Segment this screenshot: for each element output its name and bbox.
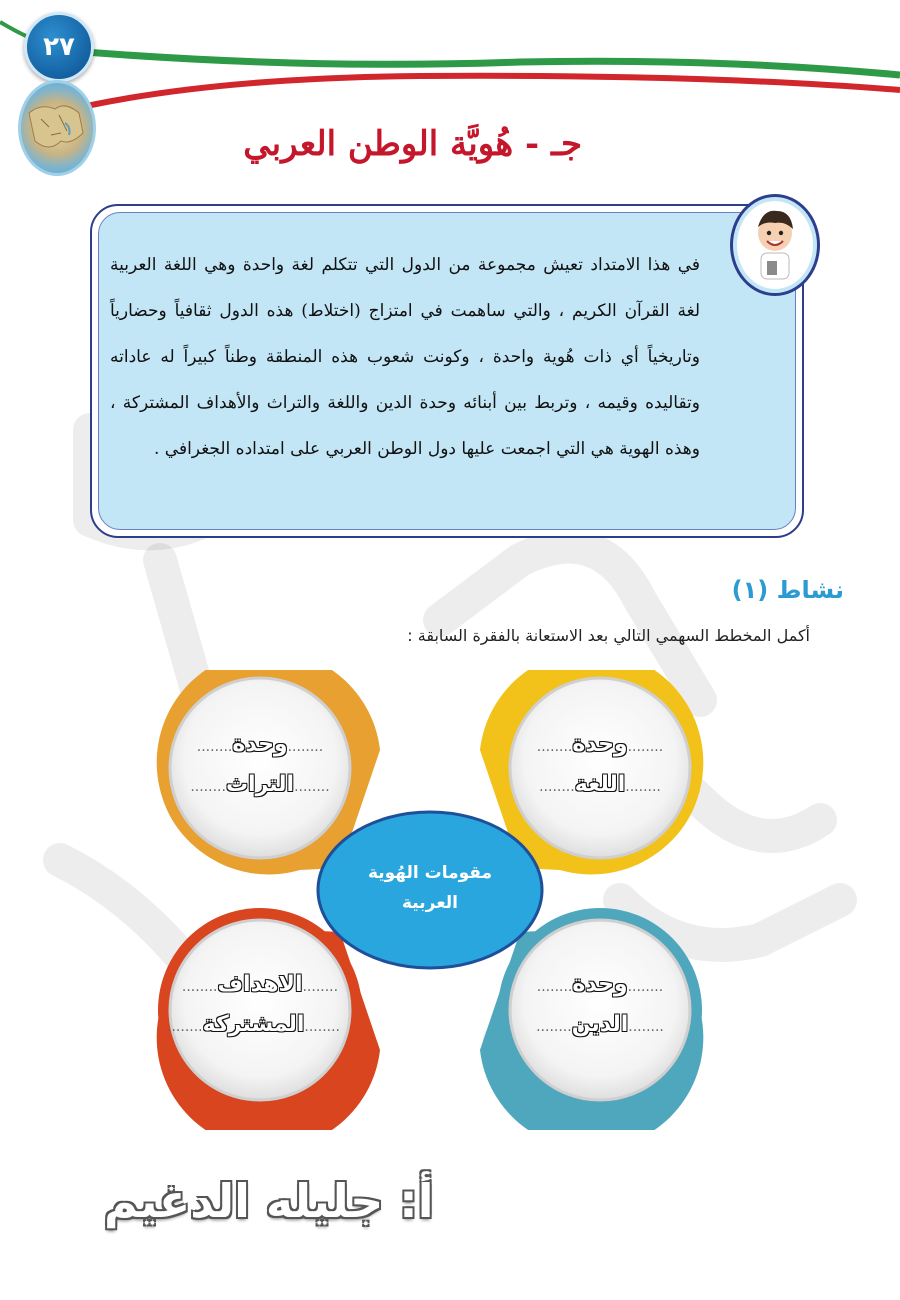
bubble-top-left-line1: وحدة [232, 732, 288, 757]
author-signature: أ: جليله الدغيم [104, 1174, 434, 1228]
bubble-text-top-left: ........وحدة........ ........التراث........ [190, 732, 330, 797]
bubble-text-bottom-left: ........الاهداف........ ........المشتركة........ [167, 972, 340, 1037]
page-number-badge [24, 12, 94, 82]
section-title: جـ - هُويَّة الوطن العربي [243, 124, 582, 164]
activity-instruction: أكمل المخطط السهمي التالي بعد الاستعانة بالفقرة السابقة : [407, 626, 810, 645]
header-decoration [0, 0, 900, 200]
info-paragraph: في هذا الامتداد تعيش مجموعة من الدول التي تتكلم لغة واحدة وهي اللغة العربية لغة القرآن الكريم ، والتي ساهمت في امتزاج (اختلاط) هذه الدول ثقافياً وحضارياً وتاريخياً أي ذات هُوية واحدة ، وكونت شعوب هذه المنطقة وطناً كبيراً له عاداته وتقاليده وقيمه ، وتربط بين أبنائه وحدة الدين واللغة والتراث والأهداف المشتركة ، وهذه الهوية هي التي اجمعت عليها دول الوطن العربي على امتداده الجغرافي . [110, 255, 700, 459]
bubble-text-top-right: ........وحدة........ ........اللغة........ [536, 732, 664, 797]
bubble-bottom-right-line1: وحدة [572, 972, 628, 997]
bubble-text-bottom-right: ........وحدة........ ........الدين........ [536, 972, 664, 1037]
map-thumbnail [18, 80, 96, 176]
identity-diagram [140, 670, 720, 1130]
boy-icon [733, 197, 817, 293]
bubble-top-right-line1: وحدة [572, 732, 628, 757]
center-label: مقومات الهُوية العربية [367, 863, 493, 913]
map-icon [21, 83, 93, 173]
bubble-top-left-line2: التراث [225, 772, 295, 797]
bubble-top-right-line2: اللغة [574, 772, 626, 797]
bubble-bottom-left-line2: المشتركة [202, 1012, 305, 1037]
bubble-bottom-left-line1: الاهداف [217, 972, 303, 997]
student-avatar [730, 194, 820, 296]
page-number: ٢٧ [43, 32, 75, 62]
activity-title: نشاط (١) [731, 576, 844, 604]
bubble-bottom-right-line2: الدين [571, 1012, 629, 1037]
